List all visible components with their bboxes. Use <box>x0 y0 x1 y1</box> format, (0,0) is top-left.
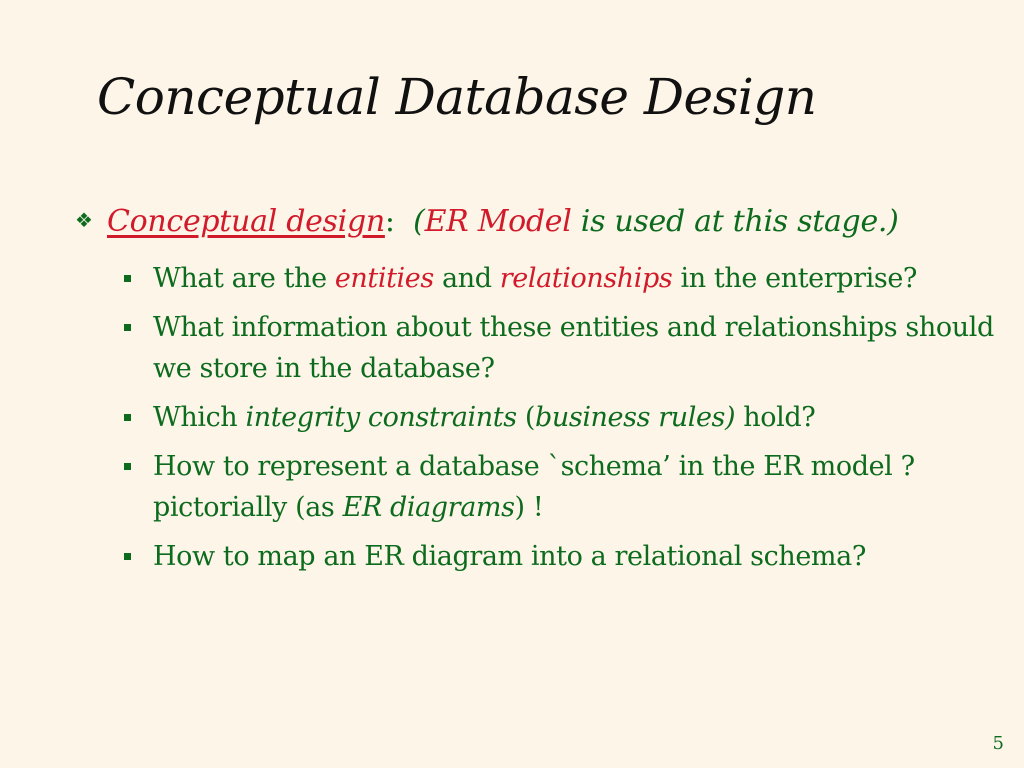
list-item <box>124 536 1004 577</box>
square-bullet-icon <box>124 324 131 331</box>
item-text: in the enterprise? <box>672 263 917 294</box>
square-bullet-icon <box>124 275 131 282</box>
term-entities: entities <box>334 263 434 294</box>
colon: : <box>384 204 395 239</box>
term-business-rules: business rules) <box>534 402 736 433</box>
item-text: hold? <box>735 402 816 433</box>
item-text: Which <box>153 402 246 433</box>
item-text: What are the <box>153 263 335 294</box>
item-text: What information about these entities and relationships should we store in the database? <box>153 312 994 384</box>
term-integrity-constraints: integrity constraints <box>245 402 517 433</box>
item-text: ) ! <box>514 492 544 523</box>
item-text: How to map an ER diagram into a relational schema? <box>153 541 866 572</box>
main-bullet <box>75 204 899 239</box>
term-relationships: relationships <box>499 263 673 294</box>
list-item <box>124 446 1004 528</box>
diamond-bullet-icon: ❖ <box>75 208 93 232</box>
term-er-model: ER Model <box>424 204 572 239</box>
square-bullet-icon <box>124 553 131 560</box>
term-conceptual-design: Conceptual design <box>107 204 385 239</box>
item-text: and <box>433 263 500 294</box>
main-bullet-rest: is used at this stage.) <box>571 204 899 239</box>
square-bullet-icon <box>124 414 131 421</box>
list-item <box>124 307 1004 389</box>
paren-open: ( <box>413 204 425 239</box>
square-bullet-icon <box>124 463 131 470</box>
slide-title: Conceptual Database Design <box>97 68 817 126</box>
item-text: ( <box>516 402 535 433</box>
term-er-diagrams: ER diagrams <box>342 492 515 523</box>
list-item <box>124 258 1004 299</box>
item-text: How to represent a database `schema’ in the ER model ? pictorially (as <box>153 451 915 523</box>
list-item <box>124 397 1004 438</box>
page-number: 5 <box>992 733 1004 754</box>
sub-bullet-list <box>124 258 1004 585</box>
